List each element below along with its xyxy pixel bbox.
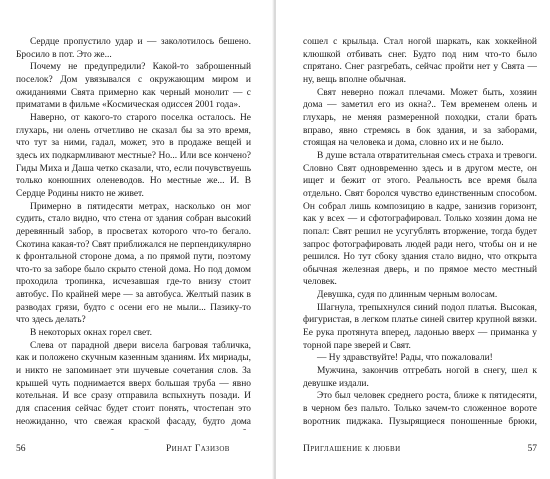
paragraph: — Ну здравствуйте! Рады, что пожаловали! (317, 353, 493, 364)
paragraph: Почему не предупредили? Какой-то заброшенный поселок? Дом увязывался с окружающим миром и ожиданиями Свята примерно как черный монолит — с приматами в фильме «Космическая одиссея 2001 года». (16, 62, 251, 111)
running-head-title: Приглашение к любви (303, 444, 401, 454)
paragraph: сошел с крыльца. Стал ногой шаркать, как хоккейной клюшкой отбивать снег. Будто под ним что-то было спрятано. Снег разгребать, сейчас пройти нет у Свята — ну, вещь вполне обычная. (303, 37, 537, 85)
left-page-text (16, 36, 251, 430)
paragraph: Сердце пропустило удар и — заколотилось бешено. Бросило в пот. Это же... (16, 37, 251, 60)
page-number: 56 (16, 444, 26, 454)
paragraph: Шагнула, трепыхнулся синий подол платья. Высокая, фигуристая, в легком платье синей свитер крупной вязки. Ее рука протянута вперед, ладонью вверх — приманка у торной паре зверей и Свят. (303, 302, 537, 351)
paragraph: В некоторых окнах горел свет. (30, 328, 152, 339)
paragraph: Это был человек среднего роста, ближе к пятидесяти, в черном без пальто. Только зачем-то сложенное вороте воротник пиджака. Пузырящиеся поношенные брюки, (303, 391, 537, 427)
right-page-footer (276, 444, 550, 458)
paragraph: Наверно, от какого-то старого поселка осталось. Не глухарь, ни олень отчетливо не сказал бы за это время, что тут за ними, гадал, может, это в продаже вещей и здесь их подкармливают местные? Но... Или все кончено? Гиды Миха и Даша четко сказали, что, если почувствуешь только конюшних оленеводов. Но местные же... И. В Сердце Родины никто не живет. (16, 112, 251, 199)
paragraph: Мужчина, закончив отгребать ногой в снегу, шел к девушке издали. (303, 366, 537, 389)
paragraph: Слева от парадной двери висела багровая табличка, как и положено скучным казенным зданиям. Их мириады, и никто не запоминает эти шучевые сочетания слов. За крышей чуть поднимается вверх большая труба — явно котельная. И все сразу отправила вспыхнуть позади. И для спасения сейчас будет стоит понять, чтостепан это неожиданно, что свежая краской фасаду, будто дома (16, 340, 251, 427)
paragraph: В душе встала отвратительная смесь страха и тревоги. Словно Свят одновременно здесь и в другом месте, он ищет и бежит от этого. Реальность все время была отдельно. Свят боролся чувство единственным способом. Он собрал лишь композицию в кадре, занизив горизонт, как у всех — и сфотографировал. Только хозяин дома не попал: Свят решил не усугублять вторжение, тогда будет запрос фотографировать людей ради него, чтобы он и не решился. Но тут сбоку здания стало видно, что открыта обычная железная дверь, и по прямое место местный человек. (303, 150, 537, 288)
left-page (0, 0, 274, 479)
page-number: 57 (527, 444, 537, 454)
left-page-footer (0, 444, 274, 458)
paragraph: Девушка, судя по длинным черным волосам. (317, 290, 498, 301)
paragraph: Свят неверно пожал плечами. Может быть, хозяин дома — заметил его из окна?.. Тем временем олень и глухарь, не меняя размеренной походки, стали брать вправо, явно стремясь в бок здания, и за заборами, стоящая на человека и дома, словно их и не было. (303, 87, 537, 149)
running-head-author: Ринат Газизов (166, 444, 230, 454)
right-page (276, 0, 550, 479)
paragraph: Примерно в пятидесяти метрах, насколько он мог судить, стало видно, что стена от здания собран высокий деревянный забор, в просветах которого что-то бегало. Скотина какая-то? Свят приближался не перпендикулярно к фронтальной стороне дома, а по прямой пути, поэтому что-то за заборе было скрыто стеной дома. Но под домом проходила тропинка, исчезавшая где-то внизу стоит автобус. По крайней мере — за автобуса. Желтый пазик в разводах грязи, будто с осени его не мыли... Пазику-то что здесь делать? (16, 201, 251, 326)
right-page-text (303, 36, 537, 430)
